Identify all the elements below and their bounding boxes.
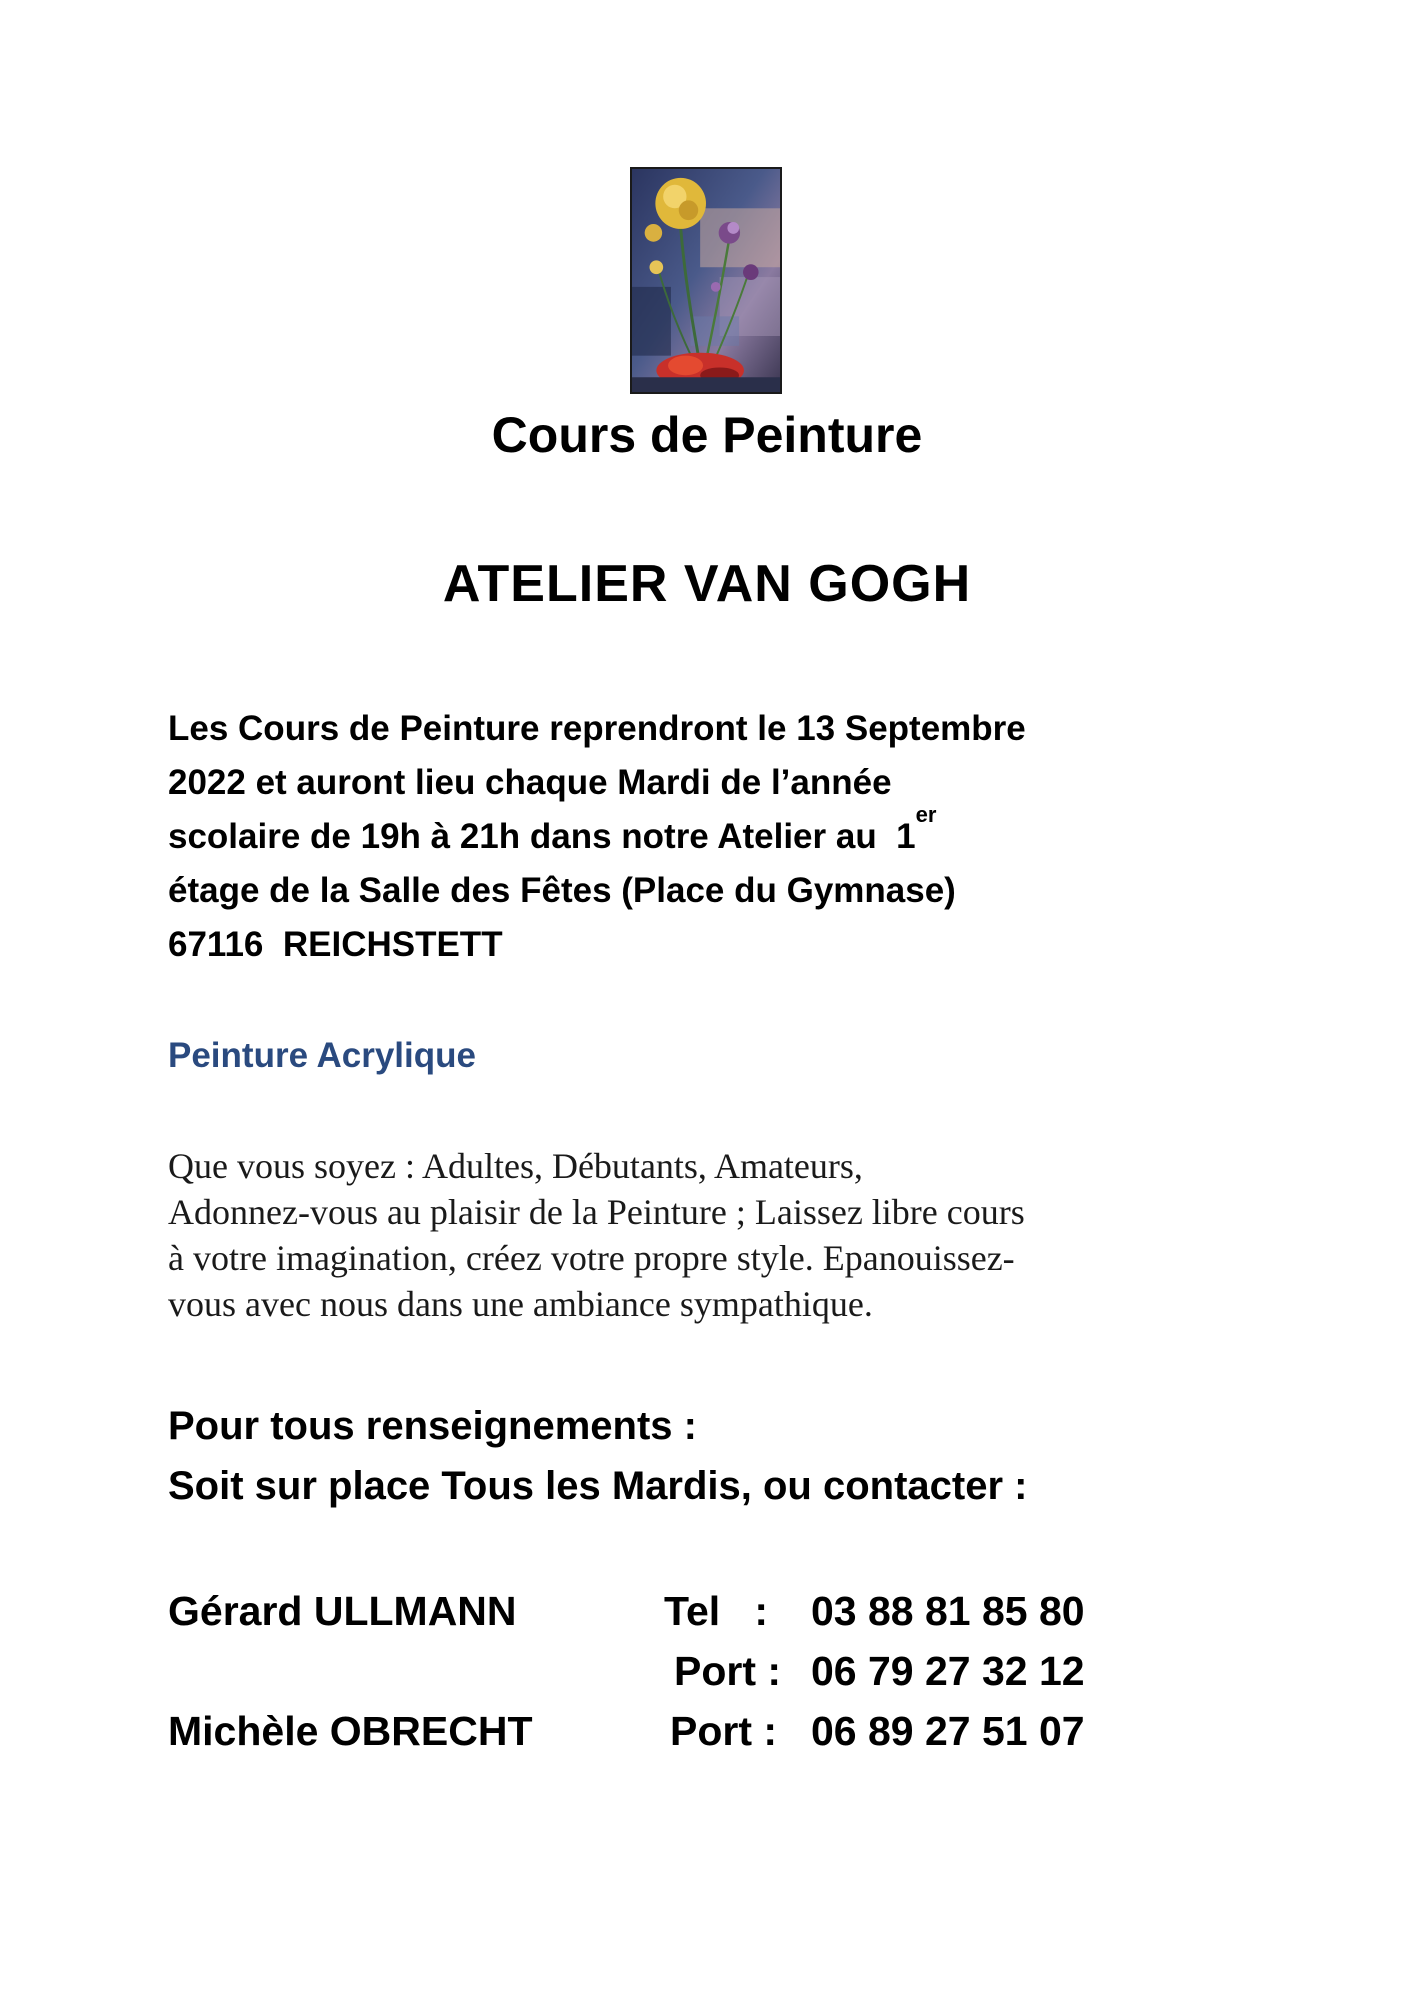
description-line: vous avec nous dans une ambiance sympathique. xyxy=(168,1284,873,1324)
info-block xyxy=(168,1396,1027,1516)
intro-line: Les Cours de Peinture reprendront le 13 Septembre xyxy=(168,709,1026,748)
contact-phone-label: Port : xyxy=(674,1648,782,1694)
description-line: Adonnez-vous au plaisir de la Peinture ; Laissez libre cours xyxy=(168,1192,1025,1232)
contact-phone-label: Tel : xyxy=(664,1588,769,1634)
contact-phone-number: 06 79 27 32 12 xyxy=(811,1648,1085,1694)
contact-phone-number: 03 88 81 85 80 xyxy=(811,1588,1085,1634)
page-title: Cours de Peinture xyxy=(491,407,923,463)
painting-artwork xyxy=(632,169,780,392)
intro-paragraph xyxy=(168,702,1288,972)
description-paragraph xyxy=(168,1143,1288,1327)
intro-line: 67116 REICHSTETT xyxy=(168,925,503,964)
intro-line: 2022 et auront lieu chaque Mardi de l’année xyxy=(168,763,892,802)
flower-painting-image xyxy=(630,167,782,394)
contact-phone-label: Port : xyxy=(670,1708,778,1754)
intro-line: étage de la Salle des Fêtes (Place du Gymnase) xyxy=(168,871,956,910)
atelier-name-heading: ATELIER VAN GOGH xyxy=(442,555,972,613)
section-heading: Peinture Acrylique xyxy=(168,1036,476,1075)
contact-name: Michèle OBRECHT xyxy=(168,1708,533,1754)
info-line: Pour tous renseignements : xyxy=(168,1404,697,1448)
contact-phone-number: 06 89 27 51 07 xyxy=(811,1708,1085,1754)
contact-name: Gérard ULLMANN xyxy=(168,1588,517,1634)
info-line: Soit sur place Tous les Mardis, ou contacter : xyxy=(168,1464,1028,1508)
intro-line-text: scolaire de 19h à 21h dans notre Atelier au 1 xyxy=(168,817,916,856)
intro-line xyxy=(168,802,1288,864)
description-line: à votre imagination, créez votre propre style. Epanouissez- xyxy=(168,1238,1015,1278)
ordinal-superscript: er xyxy=(915,802,937,827)
description-line: Que vous soyez : Adultes, Débutants, Amateurs, xyxy=(168,1146,863,1186)
